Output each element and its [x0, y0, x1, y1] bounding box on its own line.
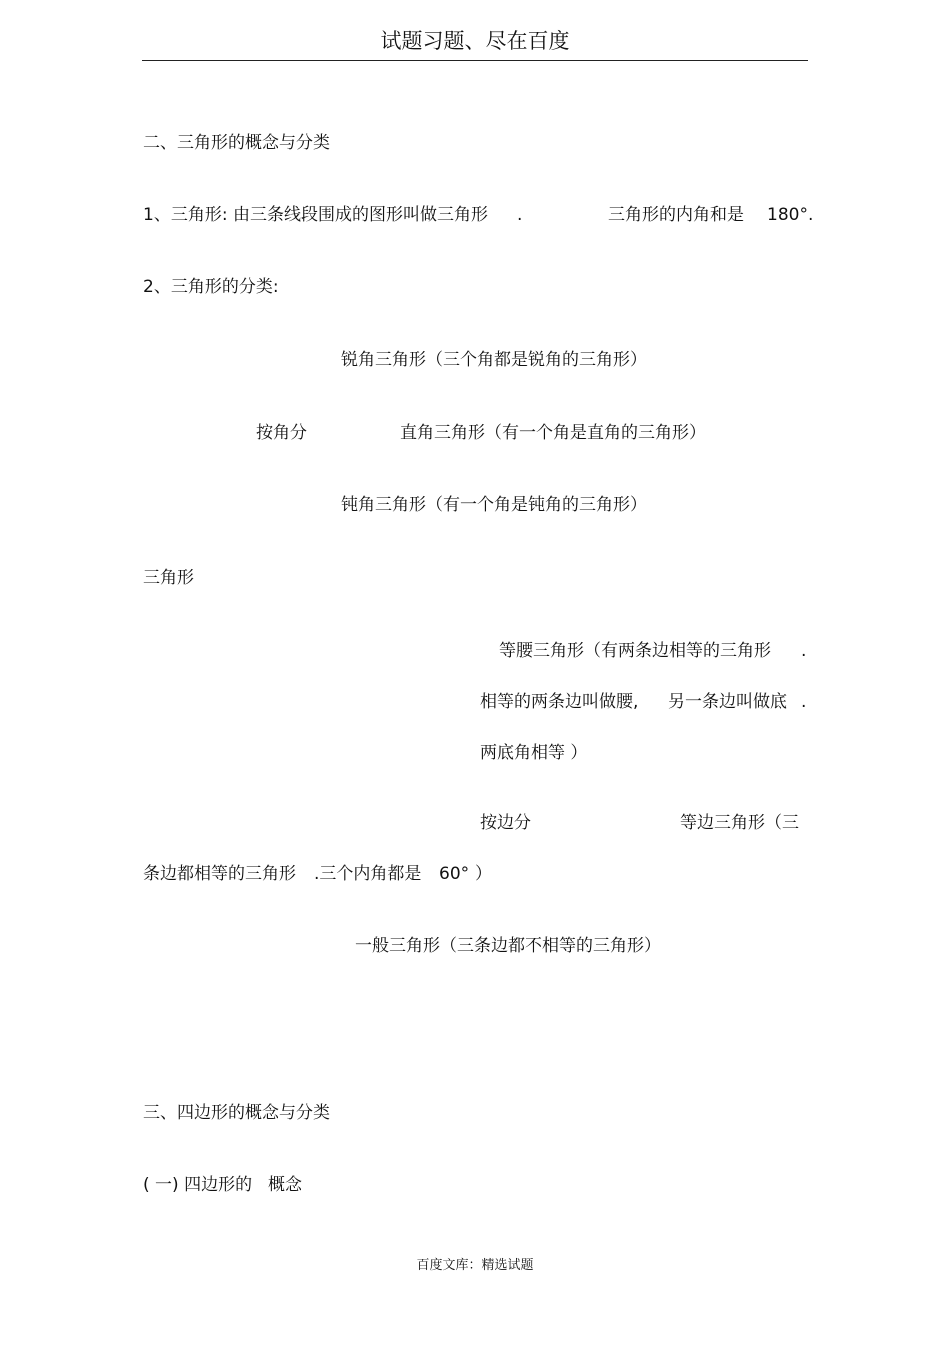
- section-2-heading: 二、三角形的概念与分类: [143, 133, 330, 153]
- isosceles-line-2b: 另一条边叫做底: [668, 692, 787, 712]
- equilateral-close-paren: ）: [475, 864, 492, 884]
- triangle-label: 三角形: [143, 568, 194, 588]
- scalene-triangle: 一般三角形（三条边都不相等的三角形）: [355, 936, 661, 956]
- acute-triangle: 锐角三角形（三个角都是锐角的三角形）: [341, 350, 647, 370]
- by-angle-label: 按角分: [256, 423, 307, 443]
- obtuse-triangle: 钝角三角形（有一个角是钝角的三角形）: [341, 495, 647, 515]
- quadrilateral-concept-a: ( 一) 四边形的: [143, 1175, 253, 1195]
- isosceles-dot-2: .: [801, 692, 807, 712]
- isosceles-line-3: 两底角相等 ）: [480, 743, 588, 763]
- section-3-heading: 三、四边形的概念与分类: [143, 1103, 330, 1123]
- equilateral-angle-value: 60°: [439, 864, 470, 884]
- header-divider: [142, 60, 808, 61]
- isosceles-dot-1: .: [801, 641, 807, 661]
- angle-sum-value: 180°.: [767, 205, 814, 225]
- right-triangle: 直角三角形（有一个角是直角的三角形）: [400, 423, 706, 443]
- angle-sum-text: 三角形的内角和是: [608, 205, 744, 225]
- isosceles-line-1: 等腰三角形（有两条边相等的三角形: [499, 641, 771, 661]
- page-header-title: 试题习题、尽在百度: [380, 29, 570, 53]
- quadrilateral-concept-b: 概念: [268, 1175, 302, 1195]
- equilateral-part-a: 等边三角形（三: [680, 813, 799, 833]
- definition-period: .: [517, 205, 523, 225]
- triangle-definition: 1、三角形: 由三条线段围成的图形叫做三角形: [143, 205, 488, 225]
- isosceles-line-2a: 相等的两条边叫做腰,: [480, 692, 639, 712]
- equilateral-part-b1: 条边都相等的三角形: [143, 864, 296, 884]
- classification-heading: 2、三角形的分类:: [143, 277, 279, 297]
- by-side-label: 按边分: [480, 813, 531, 833]
- page-footer: 百度文库：精选试题: [416, 1258, 534, 1273]
- equilateral-part-b2: .三个内角都是: [314, 864, 422, 884]
